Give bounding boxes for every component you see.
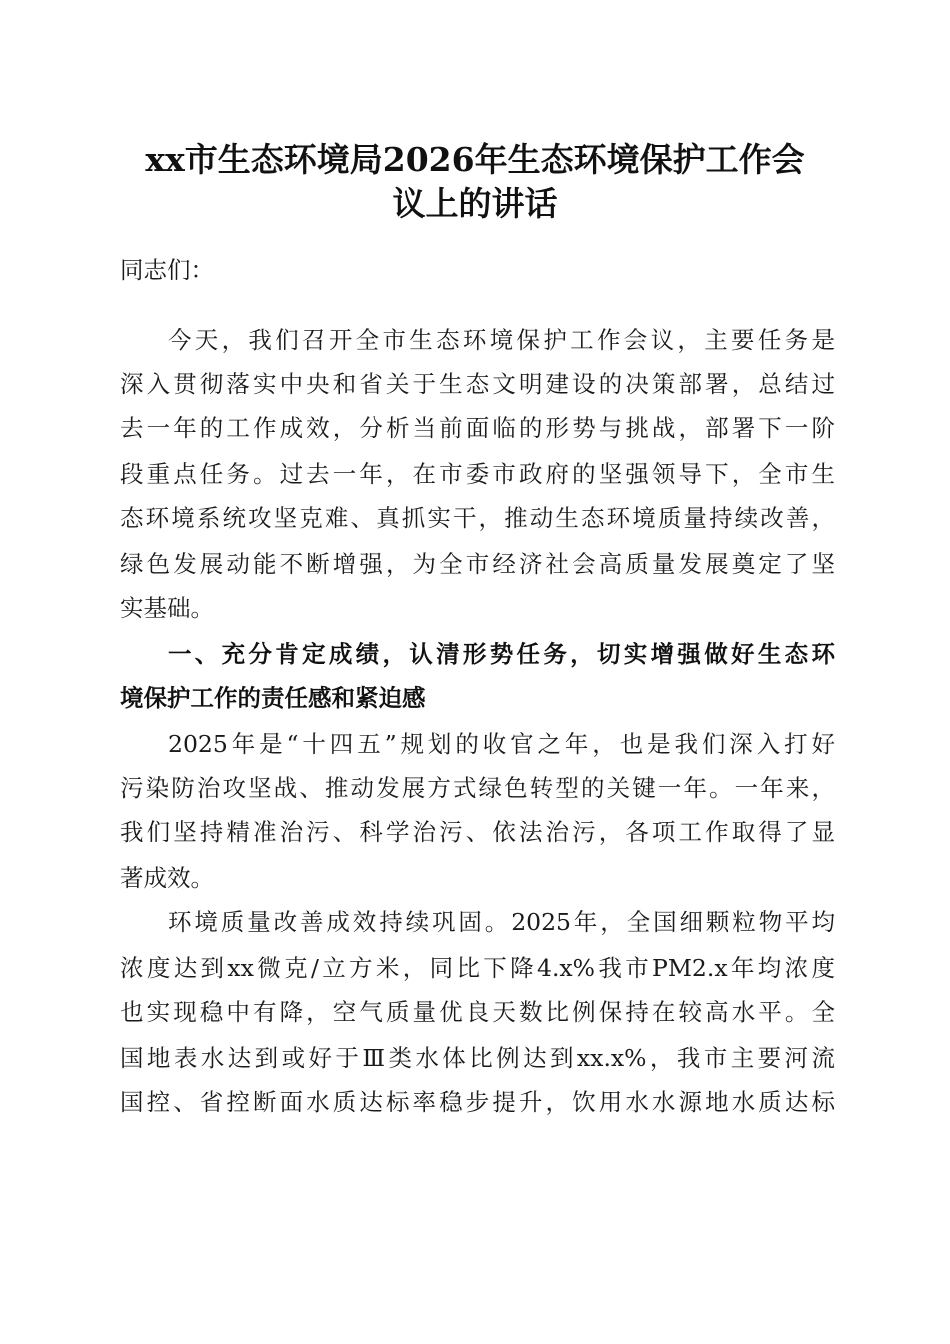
paragraph-line: 国地表水达到或好于Ⅲ类水体比例达到xx.x%，我市主要河流 [120,1044,835,1072]
paragraph-line: 态环境系统攻坚克难、真抓实干，推动生态环境质量持续改善， [120,504,835,532]
document-title-line-1: xx市生态环境局2026年生态环境保护工作会 [145,140,805,179]
paragraph-line: 深入贯彻落实中央和省关于生态文明建设的决策部署，总结过 [120,370,835,398]
document-title-line-2: 议上的讲话 [392,184,558,223]
paragraph-line: 今天，我们召开全市生态环境保护工作会议，主要任务是 [168,326,835,354]
paragraph-line: 我们坚持精准治污、科学治污、依法治污，各项工作取得了显 [120,818,835,846]
paragraph-line: 著成效。 [120,864,214,892]
salutation: 同志们： [120,256,214,284]
paragraph-line: 浓度达到xx微克/立方米，同比下降4.x%我市PM2.x年均浓度 [120,954,835,982]
paragraph-line: 去一年的工作成效，分析当前面临的形势与挑战，部署下一阶 [120,414,835,442]
paragraph-line: 国控、省控断面水质达标率稳步提升，饮用水水源地水质达标 [120,1088,835,1116]
paragraph-line: 段重点任务。过去一年，在市委市政府的坚强领导下，全市生 [120,460,835,488]
paragraph-line: 2025年是“十四五”规划的收官之年，也是我们深入打好 [168,730,835,758]
paragraph-line: 污染防治攻坚战、推动发展方式绿色转型的关键一年。一年来， [120,774,835,802]
paragraph-line: 实基础。 [120,594,214,622]
paragraph-line: 绿色发展动能不断增强，为全市经济社会高质量发展奠定了坚 [120,550,835,578]
paragraph-line: 环境质量改善成效持续巩固。2025年，全国细颗粒物平均 [168,908,835,936]
section-heading-line: 境保护工作的责任感和紧迫感 [120,684,426,712]
paragraph-line: 也实现稳中有降，空气质量优良天数比例保持在较高水平。全 [120,998,835,1026]
section-heading-line: 一、充分肯定成绩，认清形势任务，切实增强做好生态环 [168,640,835,668]
